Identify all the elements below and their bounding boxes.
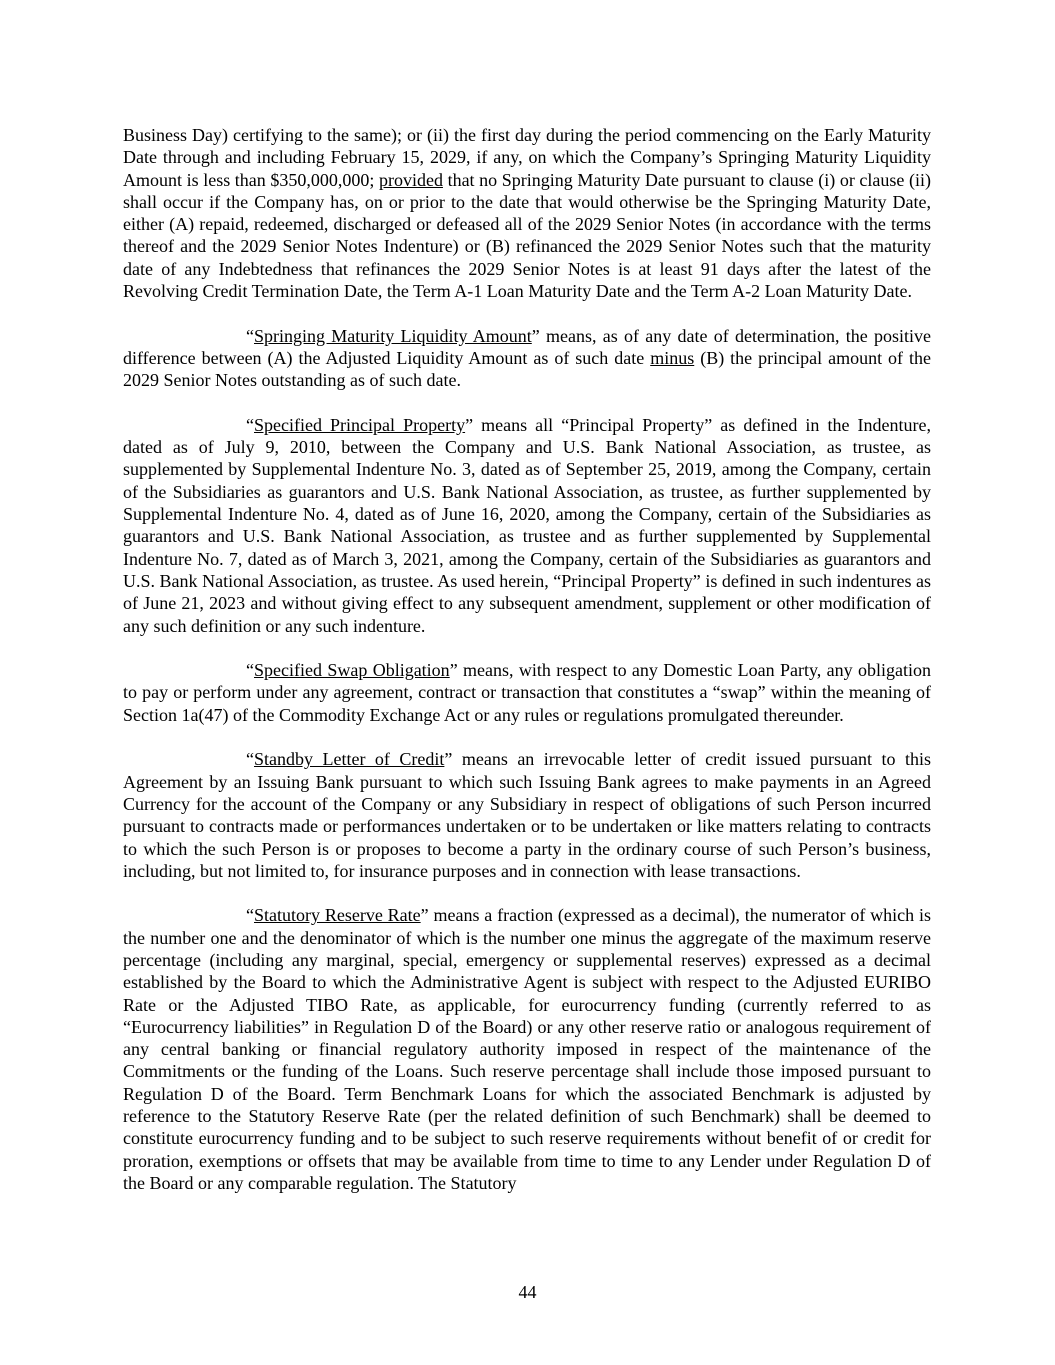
defined-term: Standby Letter of Credit: [254, 749, 445, 770]
text-run: “: [246, 325, 254, 346]
text-run: “: [246, 660, 254, 681]
text-run: ” means all “Principal Property” as defined in the Indenture, dated as of July 9, 2010, between the Company and U.S. Bank National Association, as trustee, as supplemented by Supplemental Indenture No. 3, dated as of September 25, 2019, among the Company, certain of the Subsidiaries as guarantors and U.S. Bank National Association, as trustee, as further supplemented by Supplemental Indenture No. 4, dated as of June 16, 2020, among the Company, certain of the Subsidiaries as guarantors and U.S. Bank National Association, as trustee and as further supplemented by Supplemental Indenture No. 7, dated as of March 3, 2021, among the Company, certain of the Subsidiaries as guarantors and U.S. Bank National Association, as trustee. As used herein, “Principal Property” is defined in such indentures as of June 21, 2023 and without giving effect to any subsequent amendment, supplement or other modification of any such definition or any such indenture.: [123, 414, 931, 636]
paragraph: [123, 124, 931, 302]
text-run: ” means, with respect to any Domestic Loan Party, any obligation to pay or perform under any agreement, contract or transaction that constitutes a “swap” within the meaning of Section 1a(47) of the Commodity Exchange Act or any rules or regulations promulgated thereunder.: [123, 660, 931, 725]
text-run: ” means, as of any date of determination, the positive difference between (A) the Adjusted Liquidity Amount as of such date: [123, 325, 931, 368]
paragraph: [123, 325, 931, 392]
text-run: that no Springing Maturity Date pursuant to clause (i) or clause (ii) shall occur if the Company has, on or prior to the date that would otherwise be the Springing Maturity Date, either (A) repaid, redeemed, discharged or defeased all of the 2029 Senior Notes (in accordance with the terms thereof and the 2029 Senior Notes Indenture) or (B) refinanced the 2029 Senior Notes such that the maturity date of any Indebtedness that refinances the 2029 Senior Notes is at least 91 days after the latest of the Revolving Credit Termination Date, the Term A-1 Loan Maturity Date and the Term A-2 Loan Maturity Date.: [123, 169, 931, 302]
paragraph: [123, 904, 931, 1194]
paragraph: [123, 414, 931, 637]
defined-term: provided: [378, 169, 443, 190]
defined-term: Springing Maturity Liquidity Amount: [254, 325, 532, 346]
text-run: ” means an irrevocable letter of credit issued pursuant to this Agreement by an Issuing Bank pursuant to which such Issuing Bank agrees to make payments in an Agreed Currency for the account of the Company or any Subsidiary in respect of obligations of such Person incurred pursuant to contracts made or performances undertaken or to be undertaken or like matters relating to contracts to which the such Person is or proposes to become a party in the ordinary course of such Person’s business, including, but not limited to, for insurance purposes and in connection with lease transactions.: [123, 749, 931, 881]
text-run: Business Day) certifying to the same); or (ii) the first day during the period commencing on the Early Maturity Date through and including February 15, 2029, if any, on which the Company’s Springing Maturity Liquidity Amount is less than $350,000,000;: [123, 125, 931, 190]
defined-term: Statutory Reserve Rate: [254, 905, 421, 926]
defined-term: minus: [650, 347, 695, 368]
text-run: “: [246, 749, 254, 770]
text-run: ” means a fraction (expressed as a decimal), the numerator of which is the number one and the denominator of which is the number one minus the aggregate of the maximum reserve percentage (including any marginal, special, emergency or supplemental reserves) expressed as a decimal established by the Board to which the Administrative Agent is subject with respect to the Adjusted EURIBO Rate or the Adjusted TIBO Rate, as applicable, for eurocurrency funding (currently referred to as “Eurocurrency liabilities” in Regulation D of the Board) or any other reserve ratio or analogous requirement of any central banking or financial regulatory authority imposed in respect of the maintenance of the Commitments or the funding of the Loans. Such reserve percentage shall include those imposed pursuant to Regulation D of the Board. Term Benchmark Loans for which the associated Benchmark is adjusted by reference to the Statutory Reserve Rate (per the related definition of such Benchmark) shall be deemed to constitute eurocurrency funding and to be subject to such reserve requirements without benefit of or credit for proration, exemptions or offsets that may be available from time to time to any Lender under Regulation D of the Board or any comparable regulation. The Statutory: [123, 905, 931, 1193]
text-run: (B) the principal amount of the 2029 Senior Notes outstanding as of such date.: [123, 347, 931, 391]
defined-term: Specified Principal Property: [254, 414, 466, 435]
text-run: “: [246, 414, 254, 435]
paragraph: [123, 659, 931, 726]
page-number: 44: [518, 1282, 537, 1302]
paragraph: [123, 748, 931, 882]
text-run: “: [246, 905, 254, 926]
document-body: [123, 124, 931, 1194]
defined-term: Specified Swap Obligation: [254, 660, 450, 681]
